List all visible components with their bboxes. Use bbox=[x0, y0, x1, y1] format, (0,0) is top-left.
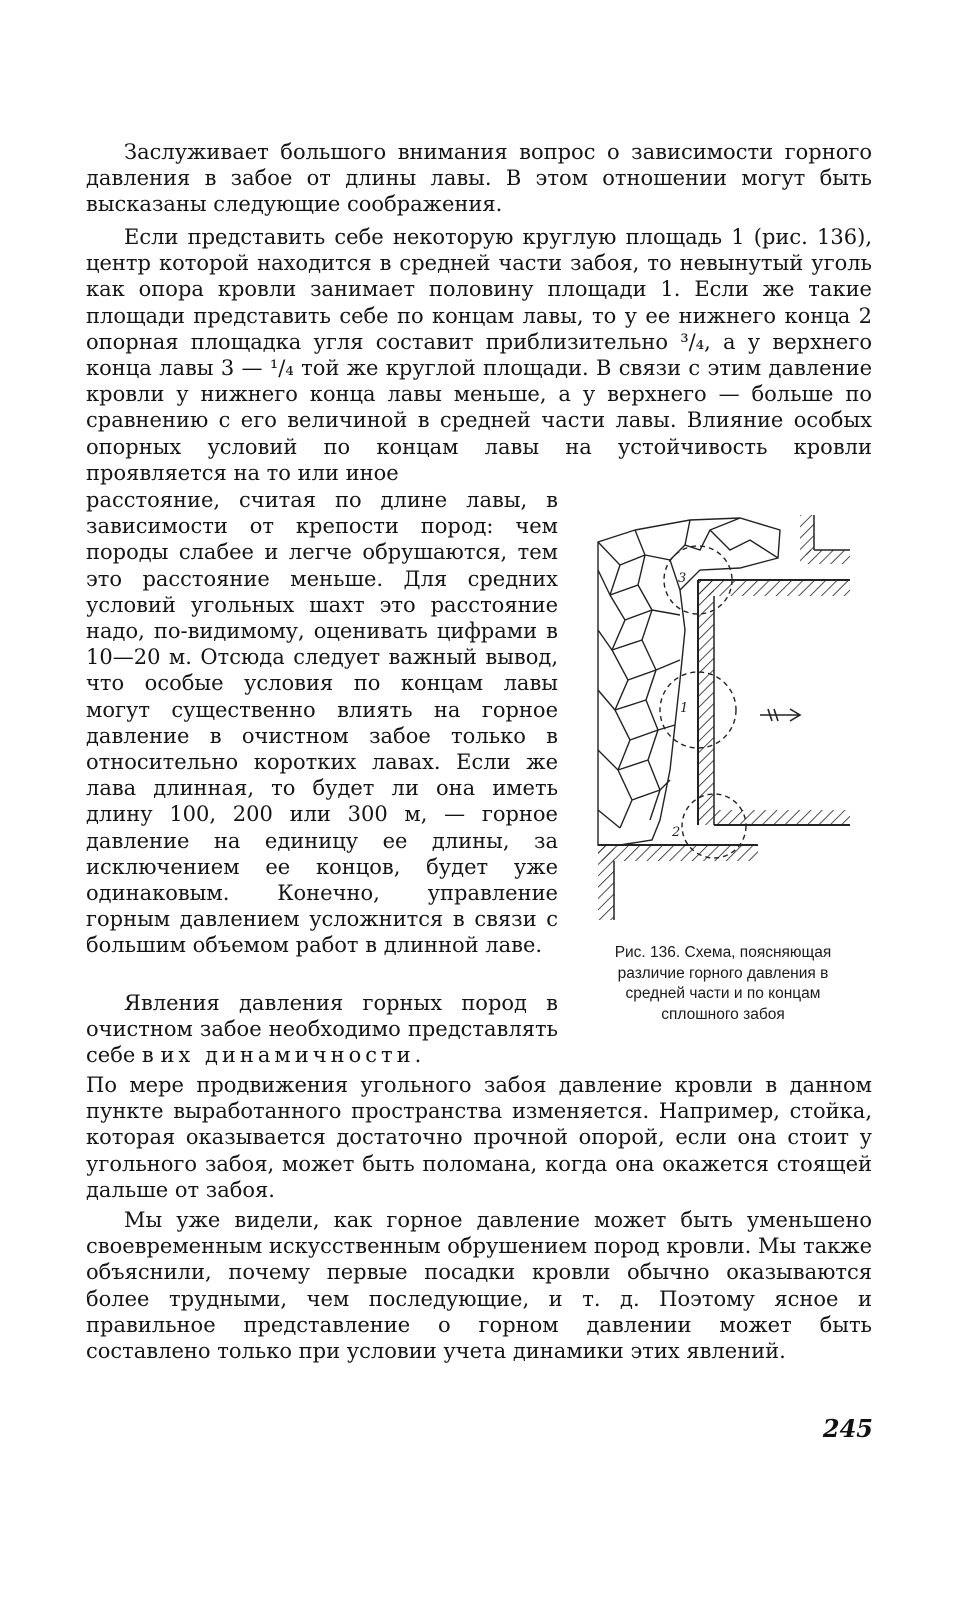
paragraph-3-continued: По мере продвижения угольного забоя давление кровли в данном пункте выработанного пространства изменяется. Например, стойка, которая оказывается достаточно прочной опорой, если она стоит у угольного забоя, может быть поломана, когда она окажется стоящей дальше от забоя. bbox=[86, 1073, 872, 1202]
paragraph-3-text: Явления давления горных пород в очистном забое необходимо представлять себе в bbox=[86, 991, 558, 1068]
caved-rock-goaf bbox=[598, 518, 780, 845]
paragraph-3-spaced-emphasis: их динамичности. bbox=[160, 1043, 426, 1068]
figure-caption: Рис. 136. Схема, поясняющая различие горного давления в средней части и по концам сплошного забоя bbox=[614, 944, 832, 1023]
upper-right-hatching bbox=[800, 515, 850, 564]
paragraph-2-continued: расстояние, считая по длине лавы, в зависимости от крепости пород: чем породы слабее и легче обрушаются, тем это расстояние меньше. Для средних условий угольных шахт это расстояние надо, по-видимому, оценивать цифрами в 10—20 м. Отсюда следует важный вывод, что особые условия по концам лавы могут существенно влиять на горное давление в очистном забое только в относительно коротких лавах. Если же лава длинная, то будет ли она иметь длину 100, 200 или 300 м, — горное давление на единицу ее длины, за исключением ее концов, будет уже одинаковым. Конечно, управление горным давлением усложнится в связи с большим объемом работ в длинной лаве. bbox=[86, 488, 558, 958]
advance-arrow-icon bbox=[760, 709, 800, 721]
figure-136-drawing bbox=[590, 510, 860, 930]
paragraph-3 bbox=[86, 990, 558, 1069]
area-label-1: 1 bbox=[680, 701, 689, 716]
roof-hatching-bottom bbox=[598, 810, 850, 920]
page-number: 245 bbox=[822, 1414, 873, 1443]
area-label-2: 2 bbox=[672, 825, 681, 840]
area-label-3: 3 bbox=[678, 571, 687, 586]
coal-face-hatching bbox=[698, 580, 714, 825]
paragraph-1: Заслуживает большого внимания вопрос о зависимости горного давления в забое от длины лавы. В этом отношении могут быть высказаны следующие соображения. bbox=[86, 140, 872, 217]
roof-hatching-top bbox=[698, 580, 850, 596]
paragraph-4: Мы уже видели, как горное давление может быть уменьшено своевременным искусственным обрушением пород кровли. Мы также объяснили, почему первые посадки кровли обычно оказываются более трудными, чем последующие, и т. д. Поэтому ясное и правильное представление о горном давлении может быть составлено только при условии учета динамики этих явлений. bbox=[86, 1208, 872, 1364]
paragraph-2: Если представить себе некоторую круглую площадь 1 (рис. 136), центр которой находится в средней части забоя, то невынутый уголь как опора кровли занимает половину площади 1. Если же такие площади представить себе по концам лавы, то у ее нижнего конца 2 опорная площадка угля составит приблизительно ³/₄, а у верхнего конца лавы 3 — ¹/₄ той же круглой площади. В связи с этим давление кровли у нижнего конца лавы меньше, а у верхнего — больше по сравнению с его величиной в средней части лавы. Влияние особых опорных условий по концам лавы на устойчивость кровли проявляется на то или иное bbox=[86, 225, 872, 485]
figure-136 bbox=[590, 510, 860, 930]
